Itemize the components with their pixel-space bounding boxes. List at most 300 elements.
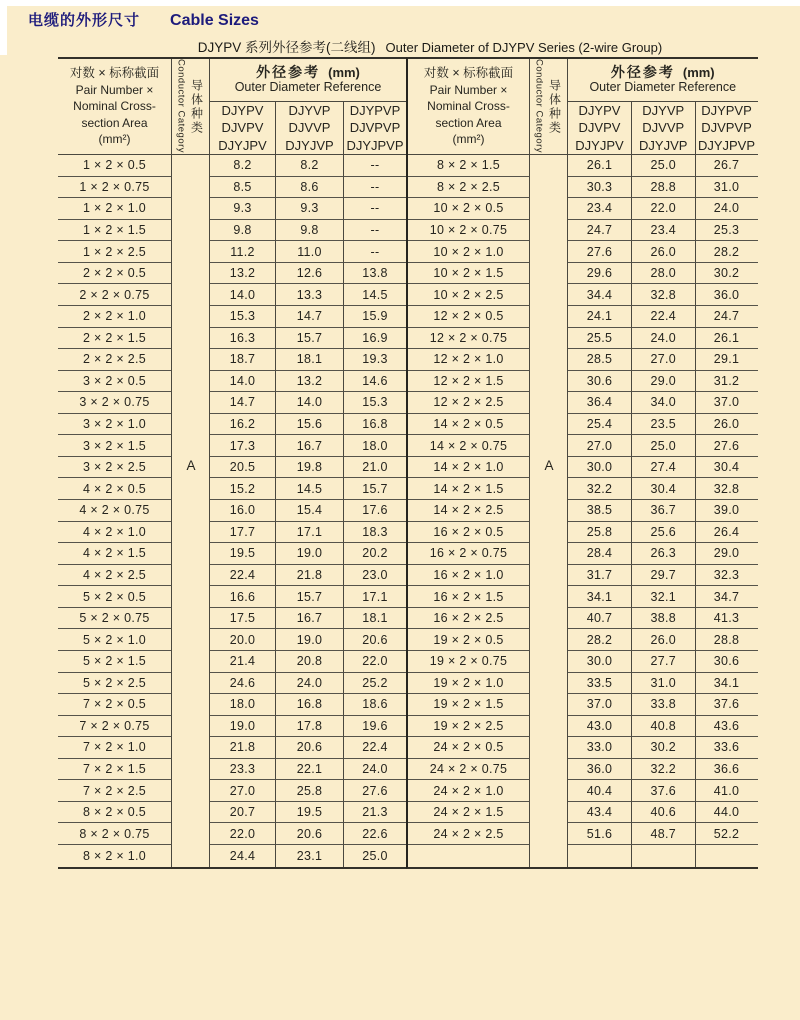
diameter-value: 8.6 — [276, 177, 344, 199]
diameter-value: -- — [344, 241, 406, 263]
table-row — [58, 478, 406, 500]
pair-size-label: 24 × 2 × 1.0 — [408, 780, 530, 802]
table-body — [408, 155, 758, 867]
diameter-value: 17.1 — [276, 522, 344, 544]
diameter-value: 21.4 — [210, 651, 276, 673]
pair-size-label: 14 × 2 × 0.75 — [408, 435, 530, 457]
pair-size-label: 10 × 2 × 1.0 — [408, 241, 530, 263]
diameter-value: 31.7 — [568, 565, 632, 587]
header-line: Nominal Cross- — [427, 99, 510, 114]
pair-size-label: 5 × 2 × 1.0 — [58, 629, 172, 651]
diameter-value: 36.6 — [696, 759, 758, 781]
table-header — [58, 59, 406, 155]
conductor-spacer — [530, 737, 568, 759]
pair-size-label: 12 × 2 × 0.5 — [408, 306, 530, 328]
diameter-value: 8.2 — [276, 155, 344, 177]
conductor-header-en: Conductor Category — [175, 59, 187, 154]
pair-size-label: 8 × 2 × 0.5 — [58, 802, 172, 824]
diameter-value: 33.6 — [696, 737, 758, 759]
pair-size-label: 1 × 2 × 0.75 — [58, 177, 172, 199]
table-row — [58, 263, 406, 285]
diameter-value: 24.0 — [696, 198, 758, 220]
diameter-value: 24.0 — [632, 328, 696, 350]
table-row — [408, 478, 758, 500]
column-header-cable-types-2 — [632, 102, 696, 155]
conductor-spacer — [172, 586, 210, 608]
pair-size-label: 1 × 2 × 2.5 — [58, 241, 172, 263]
conductor-spacer — [172, 263, 210, 285]
table-row — [58, 241, 406, 263]
diameter-value: 21.3 — [344, 802, 406, 824]
column-group-header-outer-diameter — [210, 59, 406, 102]
table-row — [58, 802, 406, 824]
conductor-spacer — [172, 414, 210, 436]
header-line: 对数 × 标称截面 — [69, 66, 160, 81]
conductor-category-value: A — [186, 458, 196, 473]
diameter-value: 19.0 — [276, 543, 344, 565]
diameter-value: 18.3 — [344, 522, 406, 544]
diameter-value: 28.4 — [568, 543, 632, 565]
conductor-spacer — [172, 371, 210, 393]
conductor-spacer — [530, 306, 568, 328]
diameter-value: 27.0 — [632, 349, 696, 371]
diameter-value: 34.1 — [568, 586, 632, 608]
diameter-value: 21.0 — [344, 457, 406, 479]
table-row — [408, 780, 758, 802]
table-left-half — [58, 57, 406, 869]
diameter-value: 26.0 — [696, 414, 758, 436]
pair-size-label: 16 × 2 × 0.5 — [408, 522, 530, 544]
conductor-spacer — [530, 435, 568, 457]
diameter-value: 32.2 — [568, 478, 632, 500]
diameter-value: 33.8 — [632, 694, 696, 716]
diameter-value: 34.1 — [696, 673, 758, 695]
table-row — [58, 328, 406, 350]
diameter-value: 19.8 — [276, 457, 344, 479]
pair-size-label: 3 × 2 × 1.5 — [58, 435, 172, 457]
diameter-value: 30.4 — [632, 478, 696, 500]
diameter-value: 16.2 — [210, 414, 276, 436]
diameter-value: 17.3 — [210, 435, 276, 457]
conductor-spacer — [172, 716, 210, 738]
table-header — [408, 59, 758, 155]
cable-type: DJYPVP — [349, 102, 401, 118]
pair-size-label: 16 × 2 × 1.0 — [408, 565, 530, 587]
pair-size-label: 8 × 2 × 2.5 — [408, 177, 530, 199]
diameter-value: 16.3 — [210, 328, 276, 350]
diameter-value: 25.0 — [632, 155, 696, 177]
table-row — [58, 371, 406, 393]
conductor-spacer — [172, 284, 210, 306]
diameter-value: 30.0 — [568, 457, 632, 479]
table-row — [58, 306, 406, 328]
table-row — [408, 284, 758, 306]
diameter-value: 26.1 — [568, 155, 632, 177]
conductor-spacer — [530, 845, 568, 867]
diameter-value: 16.6 — [210, 586, 276, 608]
conductor-spacer — [530, 349, 568, 371]
pair-size-label: 4 × 2 × 0.5 — [58, 478, 172, 500]
diameter-value: 25.3 — [696, 220, 758, 242]
diameter-value: 20.0 — [210, 629, 276, 651]
pair-size-label: 12 × 2 × 1.5 — [408, 371, 530, 393]
diameter-header-unit: (mm) — [328, 65, 360, 80]
column-group-header-outer-diameter — [568, 59, 758, 102]
header-line: (mm²) — [98, 132, 131, 147]
pair-size-label: 10 × 2 × 1.5 — [408, 263, 530, 285]
pair-size-label: 19 × 2 × 0.5 — [408, 629, 530, 651]
pair-size-label: 12 × 2 × 0.75 — [408, 328, 530, 350]
diameter-value: 16.7 — [276, 435, 344, 457]
column-header-pair-size — [408, 59, 530, 155]
cable-type: DJVPVP — [701, 120, 752, 136]
diameter-value: 38.8 — [632, 608, 696, 630]
diameter-value: 30.3 — [568, 177, 632, 199]
diameter-value: 14.5 — [276, 478, 344, 500]
conductor-spacer — [530, 220, 568, 242]
column-header-conductor-category — [530, 59, 568, 155]
diameter-value: 13.8 — [344, 263, 406, 285]
pair-size-label: 2 × 2 × 0.75 — [58, 284, 172, 306]
diameter-value: 32.8 — [696, 478, 758, 500]
diameter-value: 16.7 — [276, 608, 344, 630]
diameter-value: 40.8 — [632, 716, 696, 738]
table-row — [58, 177, 406, 199]
diameter-value: 43.6 — [696, 716, 758, 738]
cable-type: DJYJVP — [639, 137, 688, 153]
conductor-spacer — [172, 220, 210, 242]
diameter-value: 23.5 — [632, 414, 696, 436]
pair-size-label: 7 × 2 × 1.0 — [58, 737, 172, 759]
diameter-value: 24.6 — [210, 673, 276, 695]
diameter-value: 39.0 — [696, 500, 758, 522]
table-row — [58, 608, 406, 630]
diameter-value: 38.5 — [568, 500, 632, 522]
diameter-value: 31.2 — [696, 371, 758, 393]
conductor-spacer — [172, 500, 210, 522]
column-header-cable-types-1 — [210, 102, 276, 155]
cable-type: DJVVP — [642, 120, 685, 136]
diameter-value: 21.8 — [210, 737, 276, 759]
diameter-value: 41.0 — [696, 780, 758, 802]
conductor-spacer — [530, 241, 568, 263]
pair-size-label: 10 × 2 × 0.75 — [408, 220, 530, 242]
conductor-spacer — [172, 759, 210, 781]
table-row — [58, 737, 406, 759]
diameter-value: 27.7 — [632, 651, 696, 673]
pair-size-label: 24 × 2 × 0.5 — [408, 737, 530, 759]
diameter-value: 24.7 — [568, 220, 632, 242]
pair-size-label: 5 × 2 × 2.5 — [58, 673, 172, 695]
header-line: Pair Number × — [75, 82, 154, 97]
pair-size-label: 14 × 2 × 1.0 — [408, 457, 530, 479]
diameter-value: 27.0 — [568, 435, 632, 457]
pair-size-label: 12 × 2 × 1.0 — [408, 349, 530, 371]
table-row — [408, 759, 758, 781]
conductor-spacer — [172, 629, 210, 651]
pair-size-label: 16 × 2 × 1.5 — [408, 586, 530, 608]
diameter-value: 17.7 — [210, 522, 276, 544]
conductor-spacer — [172, 565, 210, 587]
table-row — [408, 371, 758, 393]
pair-size-label: 1 × 2 × 1.0 — [58, 198, 172, 220]
diameter-header-zh: 外径参考 — [610, 64, 675, 80]
diameter-value: 22.4 — [344, 737, 406, 759]
table-row — [58, 694, 406, 716]
conductor-spacer — [172, 328, 210, 350]
conductor-spacer — [172, 802, 210, 824]
diameter-value: 9.8 — [210, 220, 276, 242]
diameter-value: 26.7 — [696, 155, 758, 177]
header-line: section Area — [435, 115, 502, 130]
conductor-spacer — [530, 651, 568, 673]
column-header-cable-types-3 — [696, 102, 758, 155]
diameter-value: 43.0 — [568, 716, 632, 738]
conductor-spacer — [530, 177, 568, 199]
diameter-value: 36.7 — [632, 500, 696, 522]
diameter-value: 23.4 — [568, 198, 632, 220]
conductor-spacer — [172, 198, 210, 220]
page-title-en: Cable Sizes — [170, 12, 259, 29]
conductor-spacer — [172, 177, 210, 199]
conductor-spacer — [530, 478, 568, 500]
table-row — [408, 651, 758, 673]
diameter-value: 40.6 — [632, 802, 696, 824]
header-line: (mm²) — [452, 132, 485, 147]
pair-size-label: 1 × 2 × 1.5 — [58, 220, 172, 242]
diameter-value: 15.6 — [276, 414, 344, 436]
diameter-value: 23.3 — [210, 759, 276, 781]
diameter-value: 34.4 — [568, 284, 632, 306]
diameter-value: 30.4 — [696, 457, 758, 479]
diameter-value: 28.2 — [568, 629, 632, 651]
diameter-value: 24.0 — [344, 759, 406, 781]
diameter-value: 15.4 — [276, 500, 344, 522]
diameter-value: 22.4 — [632, 306, 696, 328]
conductor-spacer — [172, 673, 210, 695]
conductor-spacer — [530, 780, 568, 802]
diameter-value: 14.0 — [210, 371, 276, 393]
table-row — [408, 392, 758, 414]
diameter-value: 18.1 — [276, 349, 344, 371]
table-row — [408, 845, 758, 867]
pair-size-label: 3 × 2 × 2.5 — [58, 457, 172, 479]
diameter-value: 43.4 — [568, 802, 632, 824]
column-header-cable-types-3 — [344, 102, 406, 155]
diameter-value: 27.6 — [344, 780, 406, 802]
diameter-value: 28.5 — [568, 349, 632, 371]
pair-size-label: 5 × 2 × 0.75 — [58, 608, 172, 630]
diameter-value: 18.0 — [210, 694, 276, 716]
diameter-value: 19.3 — [344, 349, 406, 371]
diameter-value: 14.7 — [276, 306, 344, 328]
conductor-spacer — [530, 371, 568, 393]
diameter-value: 30.2 — [696, 263, 758, 285]
diameter-value: 26.0 — [632, 241, 696, 263]
diameter-value: 48.7 — [632, 823, 696, 845]
pair-size-label: 3 × 2 × 0.5 — [58, 371, 172, 393]
pair-size-label: 19 × 2 × 0.75 — [408, 651, 530, 673]
diameter-value: 29.1 — [696, 349, 758, 371]
diameter-value: 26.0 — [632, 629, 696, 651]
conductor-spacer — [172, 651, 210, 673]
diameter-value: 26.4 — [696, 522, 758, 544]
conductor-spacer — [530, 284, 568, 306]
diameter-header-zh: 外径参考 — [256, 64, 321, 80]
pair-size-label: 16 × 2 × 0.75 — [408, 543, 530, 565]
diameter-value: 9.3 — [276, 198, 344, 220]
table-row — [58, 392, 406, 414]
diameter-value: 9.8 — [276, 220, 344, 242]
conductor-spacer — [172, 737, 210, 759]
diameter-value: 15.7 — [276, 328, 344, 350]
cable-type: DJYJPVP — [697, 137, 756, 153]
diameter-value: 23.1 — [276, 845, 344, 867]
pair-size-label: 19 × 2 × 1.5 — [408, 694, 530, 716]
table-row — [408, 565, 758, 587]
diameter-value: 37.6 — [696, 694, 758, 716]
table-row — [408, 737, 758, 759]
diameter-value: 37.6 — [632, 780, 696, 802]
cable-type: DJYPV — [578, 102, 621, 118]
diameter-value: 32.1 — [632, 586, 696, 608]
diameter-value: 14.0 — [210, 284, 276, 306]
conductor-spacer — [530, 414, 568, 436]
page-title — [28, 9, 259, 30]
table-row — [58, 651, 406, 673]
table-row — [408, 155, 758, 177]
conductor-spacer — [530, 328, 568, 350]
diameter-value: 25.8 — [276, 780, 344, 802]
diameter-value: 28.0 — [632, 263, 696, 285]
diameter-value: 17.6 — [344, 500, 406, 522]
diameter-value: 12.6 — [276, 263, 344, 285]
diameter-value: 18.6 — [344, 694, 406, 716]
diameter-value — [568, 845, 632, 867]
table-row — [408, 263, 758, 285]
pair-size-label: 2 × 2 × 1.5 — [58, 328, 172, 350]
table-row — [408, 414, 758, 436]
conductor-spacer — [172, 306, 210, 328]
table-row — [58, 586, 406, 608]
table-row — [58, 349, 406, 371]
header-line: Nominal Cross- — [73, 99, 156, 114]
table-body — [58, 155, 406, 867]
diameter-value: 33.5 — [568, 673, 632, 695]
table-row — [58, 457, 406, 479]
diameter-value: 21.8 — [276, 565, 344, 587]
conductor-spacer — [172, 241, 210, 263]
cable-type: DJVVP — [288, 120, 331, 136]
diameter-value: 19.0 — [276, 629, 344, 651]
diameter-value: 23.0 — [344, 565, 406, 587]
diameter-value: 41.3 — [696, 608, 758, 630]
diameter-value: 29.0 — [632, 371, 696, 393]
pair-size-label: 14 × 2 × 2.5 — [408, 500, 530, 522]
header-line: Pair Number × — [429, 82, 508, 97]
diameter-value: 13.2 — [210, 263, 276, 285]
conductor-spacer — [172, 845, 210, 867]
cable-type: DJVPV — [221, 120, 264, 136]
conductor-header-en: Conductor Category — [533, 59, 545, 154]
conductor-spacer — [530, 694, 568, 716]
pair-size-label: 3 × 2 × 0.75 — [58, 392, 172, 414]
table-row — [408, 586, 758, 608]
pair-size-label: 7 × 2 × 1.5 — [58, 759, 172, 781]
diameter-value: 29.6 — [568, 263, 632, 285]
diameter-value: 29.0 — [696, 543, 758, 565]
pair-size-label: 4 × 2 × 2.5 — [58, 565, 172, 587]
diameter-value: -- — [344, 220, 406, 242]
pair-size-label: 12 × 2 × 2.5 — [408, 392, 530, 414]
diameter-value: 24.4 — [210, 845, 276, 867]
diameter-value: 15.9 — [344, 306, 406, 328]
diameter-header-en: Outer Diameter Reference — [234, 80, 382, 94]
table-row — [408, 220, 758, 242]
diameter-value: 14.7 — [210, 392, 276, 414]
diameter-value: 29.7 — [632, 565, 696, 587]
table-row — [408, 328, 758, 350]
diameter-value: 33.0 — [568, 737, 632, 759]
diameter-value: 19.6 — [344, 716, 406, 738]
diameter-value: 40.7 — [568, 608, 632, 630]
diameter-value: 22.1 — [276, 759, 344, 781]
diameter-value: 11.0 — [276, 241, 344, 263]
conductor-spacer — [530, 608, 568, 630]
diameter-value: 16.0 — [210, 500, 276, 522]
diameter-value — [632, 845, 696, 867]
diameter-value: -- — [344, 177, 406, 199]
diameter-value: 34.0 — [632, 392, 696, 414]
diameter-value: 25.8 — [568, 522, 632, 544]
pair-size-label: 7 × 2 × 0.5 — [58, 694, 172, 716]
table-row — [58, 780, 406, 802]
cable-type: DJYVP — [288, 102, 331, 118]
diameter-value: 27.6 — [568, 241, 632, 263]
scan-edge-top — [0, 0, 800, 6]
pair-size-label: 8 × 2 × 1.5 — [408, 155, 530, 177]
table-row — [408, 694, 758, 716]
conductor-spacer — [530, 673, 568, 695]
diameter-value: 34.7 — [696, 586, 758, 608]
diameter-value: 30.6 — [696, 651, 758, 673]
diameter-value: 20.7 — [210, 802, 276, 824]
diameter-value: 25.4 — [568, 414, 632, 436]
table-row — [408, 198, 758, 220]
conductor-spacer — [530, 392, 568, 414]
table-row — [58, 435, 406, 457]
diameter-table — [58, 57, 758, 869]
diameter-value: 18.0 — [344, 435, 406, 457]
table-row — [58, 414, 406, 436]
diameter-value: 30.2 — [632, 737, 696, 759]
conductor-spacer — [172, 780, 210, 802]
diameter-value: 25.0 — [632, 435, 696, 457]
pair-size-label: 8 × 2 × 1.0 — [58, 845, 172, 867]
conductor-spacer — [530, 716, 568, 738]
diameter-value: 28.8 — [632, 177, 696, 199]
table-row — [408, 823, 758, 845]
pair-size-label: 14 × 2 × 0.5 — [408, 414, 530, 436]
diameter-value: 25.6 — [632, 522, 696, 544]
pair-size-label: 4 × 2 × 0.75 — [58, 500, 172, 522]
conductor-spacer — [530, 198, 568, 220]
diameter-value: 15.3 — [210, 306, 276, 328]
diameter-value: 20.2 — [344, 543, 406, 565]
conductor-spacer — [530, 565, 568, 587]
diameter-value: 25.0 — [362, 848, 388, 863]
table-row — [58, 673, 406, 695]
